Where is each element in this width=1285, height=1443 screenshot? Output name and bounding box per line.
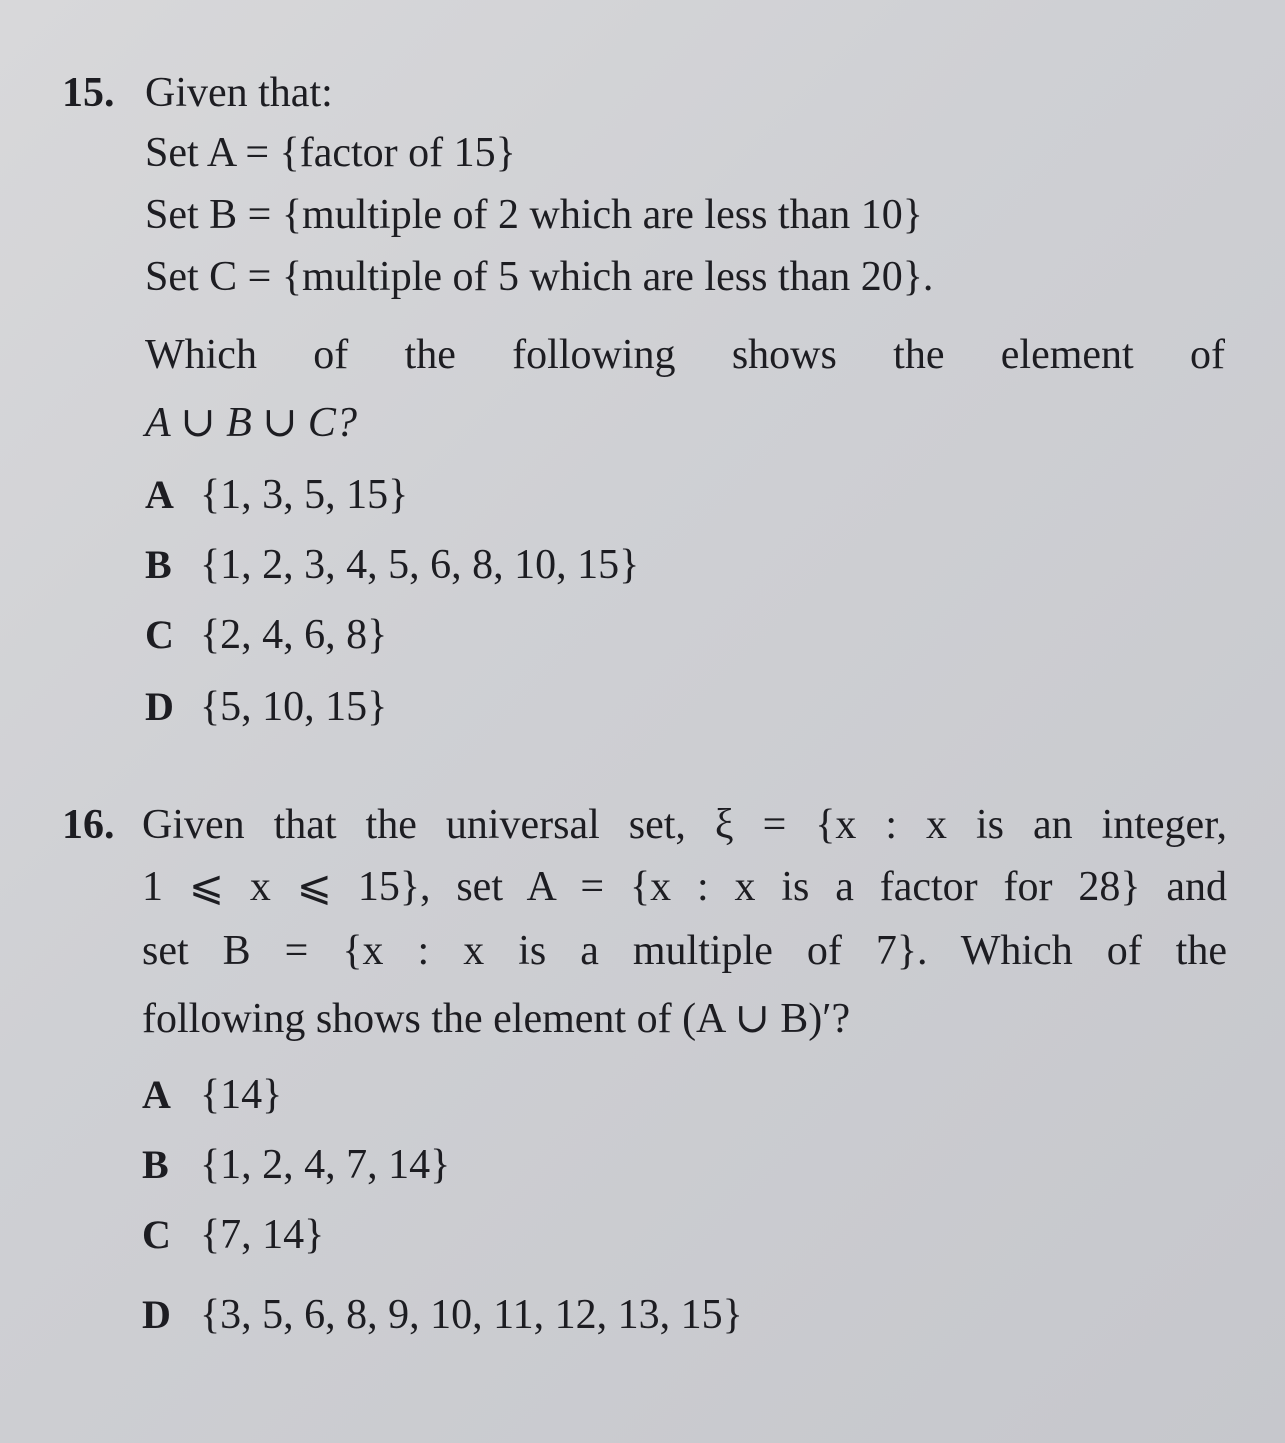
option-value: {1, 2, 4, 7, 14} <box>200 1142 451 1188</box>
question-15-prompt-line1: Which of the following shows the element of <box>145 332 1225 378</box>
question-15-set-c: Set C = {multiple of 5 which are less than 20}. <box>145 254 934 300</box>
question-16-line4: following shows the element of (A ∪ B)′? <box>142 996 851 1042</box>
option-letter: C <box>145 612 174 657</box>
option-letter: A <box>142 1072 171 1117</box>
question-15-prompt-line2: A ∪ B ∪ C? <box>145 400 357 446</box>
question-16-line1: Given that the universal set, ξ = {x : x is an integer, <box>142 802 1227 848</box>
option-letter: D <box>142 1292 171 1337</box>
option-value: {14} <box>200 1072 283 1118</box>
question-16-line2: 1 ⩽ x ⩽ 15}, set A = {x : x is a factor for 28} and <box>142 864 1227 910</box>
option-value: {2, 4, 6, 8} <box>200 612 388 658</box>
option-letter: C <box>142 1212 171 1257</box>
option-value: {3, 5, 6, 8, 9, 10, 11, 12, 13, 15} <box>200 1292 743 1338</box>
question-16-line3: set B = {x : x is a multiple of 7}. Which of the <box>142 928 1227 974</box>
option-letter: B <box>145 542 172 587</box>
option-value: {5, 10, 15} <box>200 684 388 730</box>
question-15-set-a: Set A = {factor of 15} <box>145 130 516 176</box>
question-15-set-b: Set B = {multiple of 2 which are less than 10} <box>145 192 923 238</box>
option-letter: A <box>145 472 174 517</box>
option-letter: D <box>145 684 174 729</box>
question-16-number: 16. <box>62 802 115 848</box>
option-letter: B <box>142 1142 169 1187</box>
question-15-number: 15. <box>62 70 115 116</box>
option-value: {1, 3, 5, 15} <box>200 472 409 518</box>
option-value: {7, 14} <box>200 1212 325 1258</box>
question-15-intro: Given that: <box>145 70 333 116</box>
option-value: {1, 2, 3, 4, 5, 6, 8, 10, 15} <box>200 542 640 588</box>
